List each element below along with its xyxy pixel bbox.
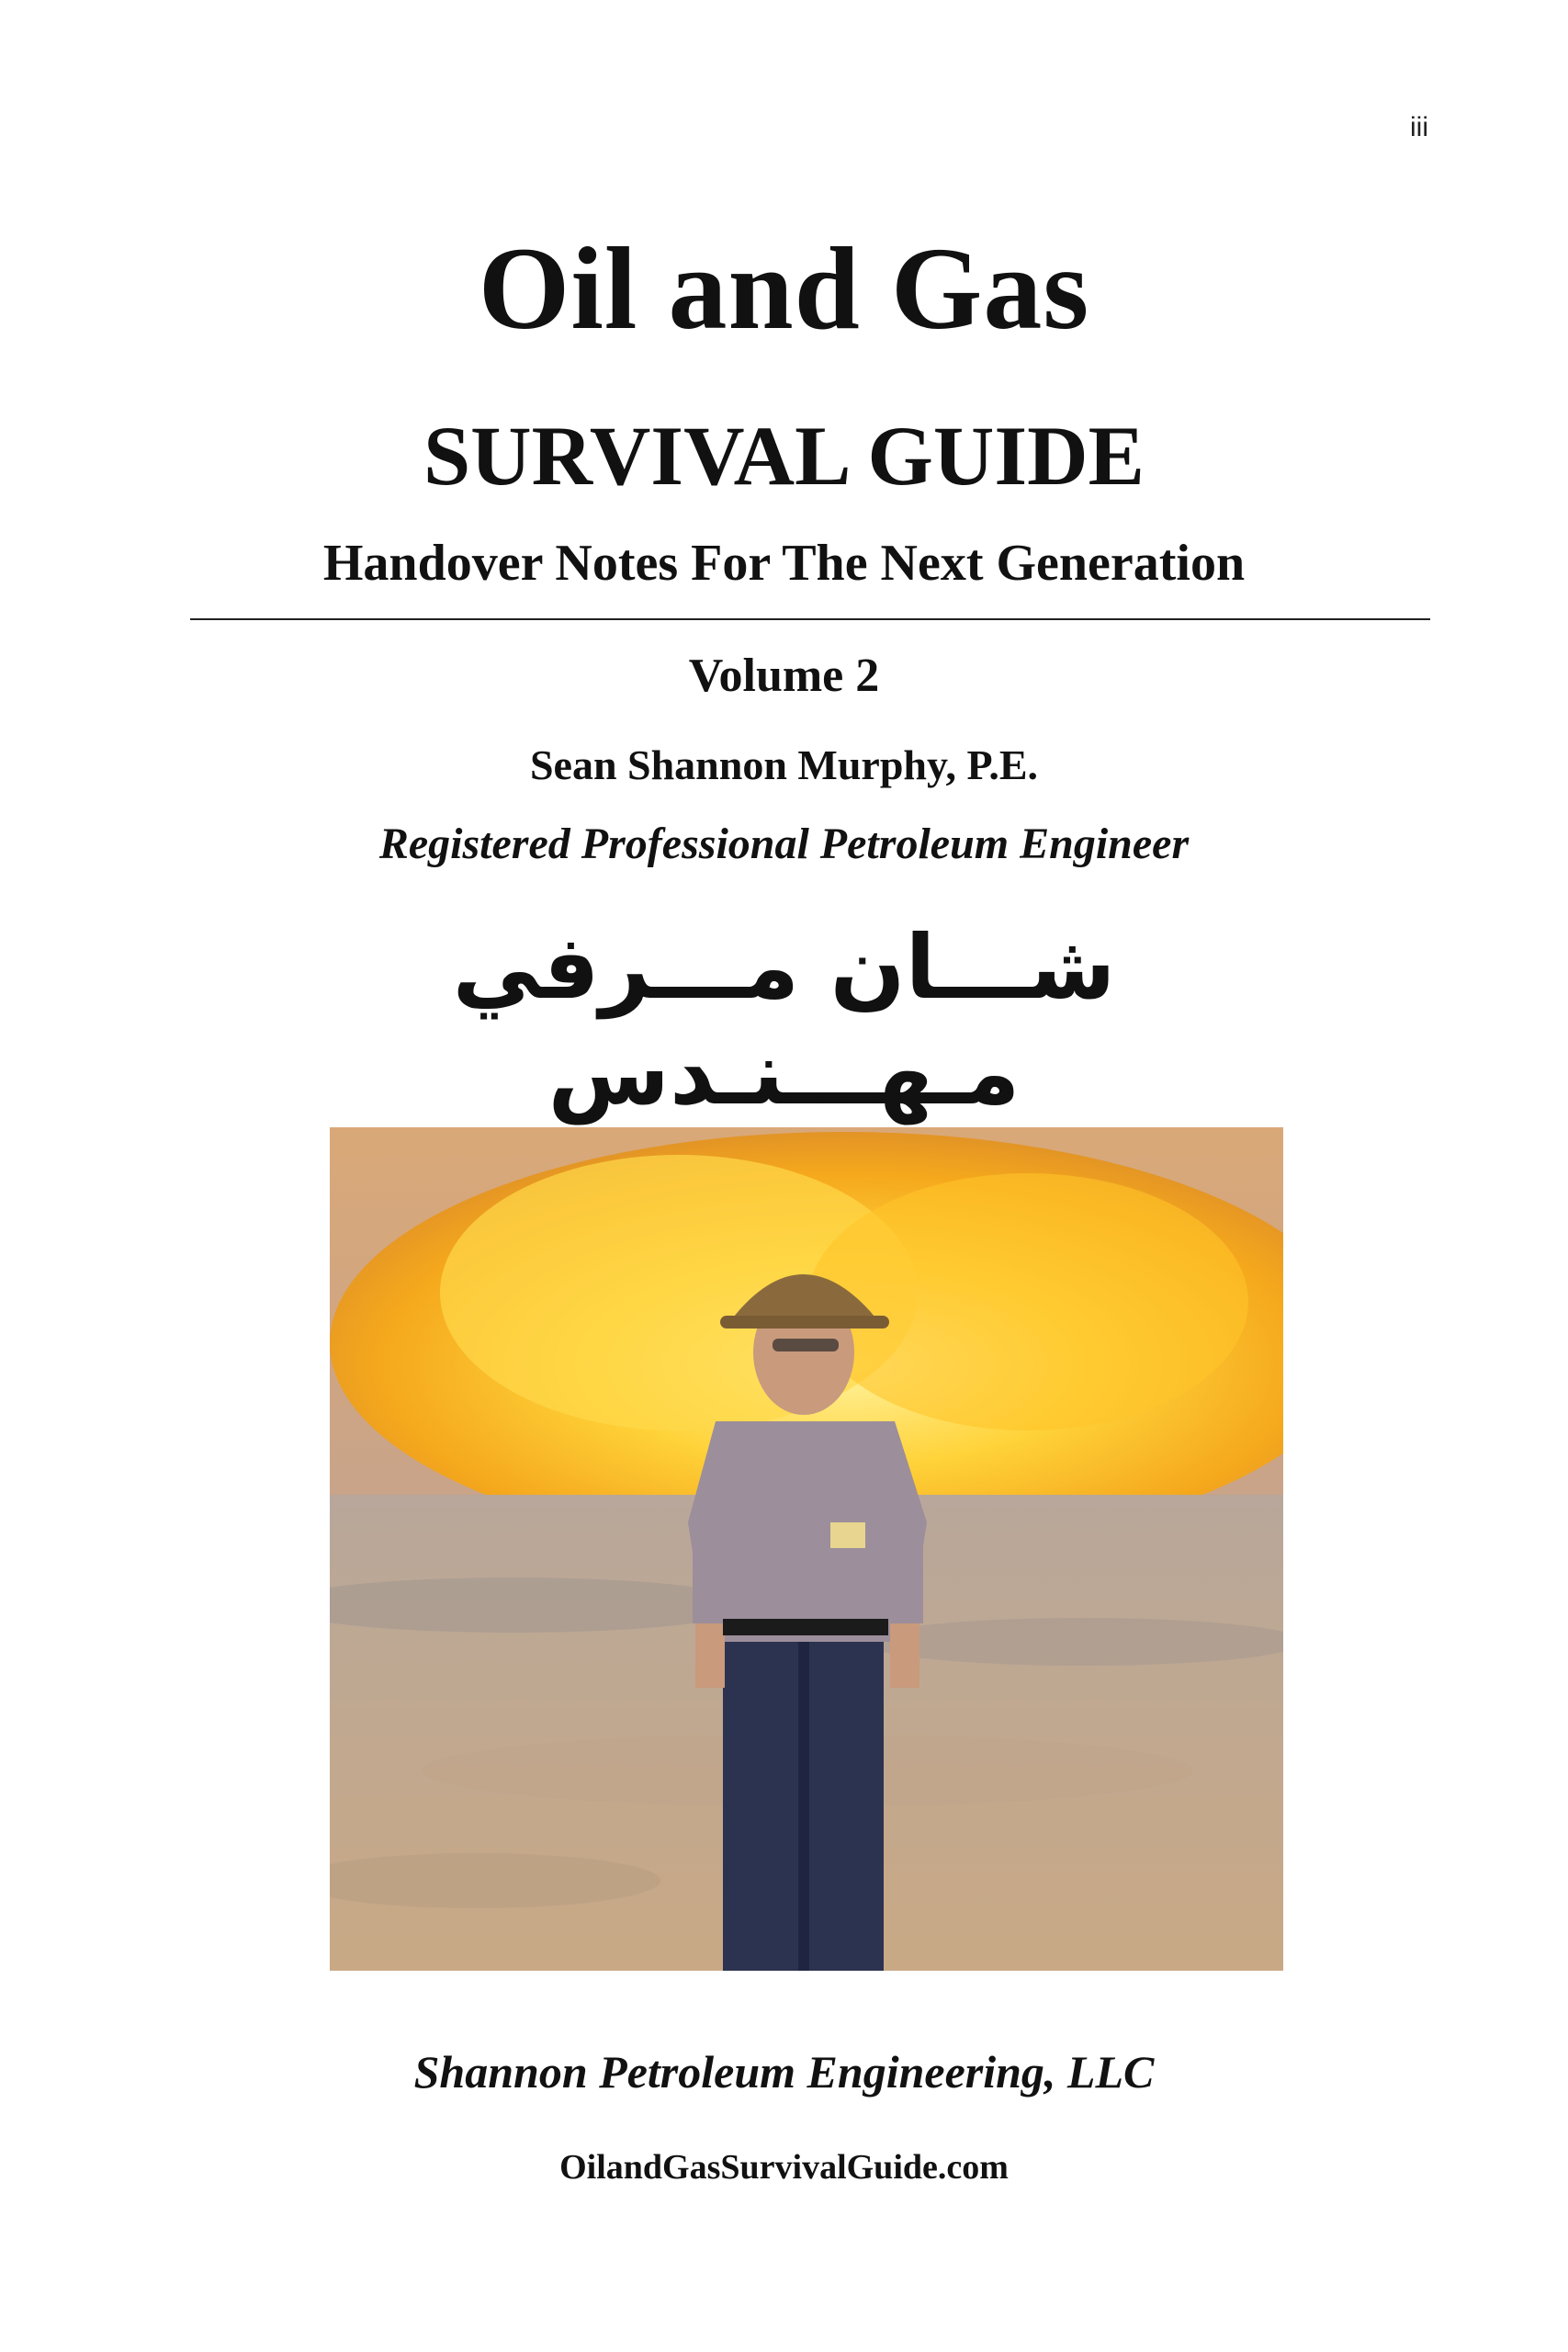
volume-label: Volume 2 [688, 650, 880, 702]
author-credential: Registered Professional Petroleum Engineer [378, 820, 1190, 868]
company-name: Shannon Petroleum Engineering, LLC [413, 2046, 1155, 2098]
cover-photo [330, 1127, 1283, 1971]
arabic-title: مـهـــنـدس [547, 1022, 1021, 1125]
divider-rule [190, 618, 1430, 620]
author-name: Sean Shannon Murphy, P.E. [529, 741, 1039, 788]
book-tagline: Handover Notes For The Next Generation [322, 535, 1246, 592]
book-subtitle: SURVIVAL GUIDE [423, 409, 1145, 503]
website-url: OilandGasSurvivalGuide.com [559, 2148, 1009, 2187]
book-title: Oil and Gas [478, 223, 1090, 354]
page-number: iii [1410, 112, 1428, 142]
arabic-name: شـــان مـــرفي [452, 916, 1116, 1019]
